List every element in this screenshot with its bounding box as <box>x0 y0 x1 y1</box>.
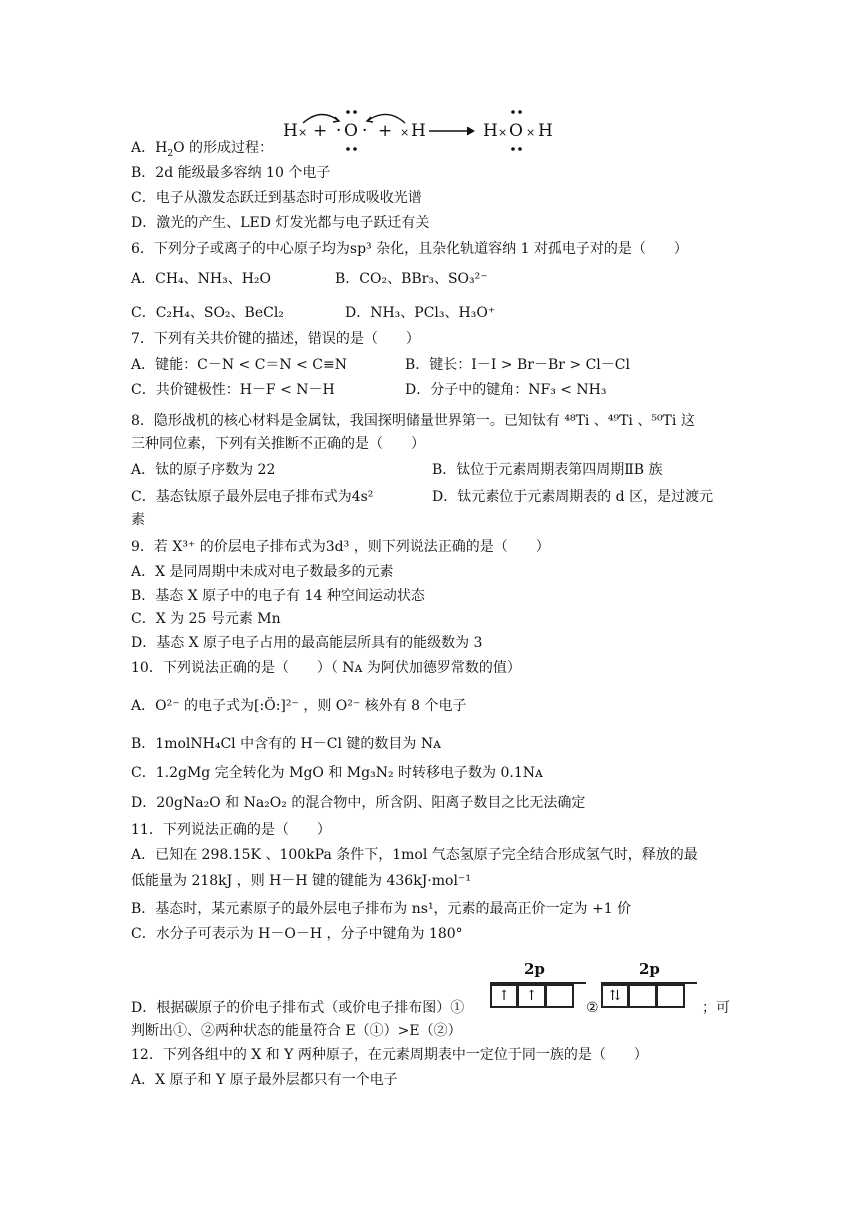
q11-option-c: C．水分子可表示为 H－O－H ，分子中键角为 180° <box>131 926 463 942</box>
q12-stem: 12．下列各组中的 X 和 Y 两种原子，在元素周期表中一定位于同一族的是（ ） <box>131 1047 648 1063</box>
q5-option-a: A．$H_2O$ 的形成过程： <box>131 140 273 159</box>
q10-stem: 10．下列说法正确的是（ ）（ Nᴀ 为阿伏加德罗常数的值） <box>131 660 521 676</box>
svg-text:H: H <box>538 121 553 141</box>
q11-option-d-line2: 判断出①、②两种状态的能量符合 E（①）>E（②） <box>131 1023 462 1039</box>
lewis-equation <box>283 105 563 159</box>
q6-option-a: A．CH₄、NH₃、H₂O <box>131 271 272 287</box>
q5-option-d: D．激光的产生、LED 灯发光都与电子跃迁有关 <box>131 215 430 231</box>
orbital-label: 2p <box>524 960 545 978</box>
q8-option-a: A．钛的原子序数为 22 <box>131 462 276 478</box>
q9-option-c: C．X 为 25 号元素 Mn <box>131 611 281 627</box>
q11-option-d-line1: D．根据碳原子的价电子排布式（或价电子排布图）① <box>131 1000 465 1016</box>
svg-text:×: × <box>498 126 508 139</box>
q10-option-d: D．20gNa₂O 和 Na₂O₂ 的混合物中，所含阴、阳离子数目之比无法确定 <box>131 795 586 811</box>
svg-text:×: × <box>526 126 536 139</box>
q6-option-d: D．NH₃、PCl₃、H₃O⁺ <box>345 305 496 321</box>
svg-text:+: + <box>313 121 328 141</box>
q8-option-d: D．钛元素位于元素周期表的 d 区，是过渡元 <box>432 489 714 505</box>
q8-option-c: C．基态钛原子最外层电子排布式为4s² <box>131 489 374 505</box>
orbital-diagram-1 <box>490 960 586 1016</box>
orbital-box <box>629 984 657 1008</box>
q8-stem-line1: 8．隐形战机的核心材料是金属钛，我国探明储量世界第一。已知钛有 ⁴⁸Ti 、⁴⁹Ti 、⁵⁰Ti 这 <box>131 413 695 429</box>
q9-option-a: A．X 是同周期中未成对电子数最多的元素 <box>131 564 394 580</box>
q7-option-c: C．共价键极性：H－F < N－H <box>131 382 335 398</box>
svg-text:O: O <box>344 121 358 141</box>
svg-text:O: O <box>509 121 523 141</box>
orbital-label: 2p <box>639 960 660 978</box>
svg-text:H: H <box>411 121 426 141</box>
q12-option-a: A．X 原子和 Y 原子最外层都只有一个电子 <box>131 1072 398 1088</box>
q6-stem: 6．下列分子或离子的中心原子均为sp³ 杂化，且杂化轨道容纳 1 对孤电子对的是（ ） <box>131 241 688 257</box>
svg-text:H: H <box>483 121 498 141</box>
q9-option-d: D．基态 X 原子电子占用的最高能层所具有的能级数为 3 <box>131 635 483 651</box>
orbital-box <box>546 984 574 1008</box>
orbital-box: ↑ <box>518 984 546 1008</box>
q9-stem: 9．若 X³⁺ 的价层电子排布式为3d³ ，则下列说法正确的是（ ） <box>131 539 550 555</box>
q6-option-b: B．CO₂、BBr₃、SO₃²⁻ <box>335 271 488 287</box>
q11-option-d-end: ；可 <box>702 1000 730 1016</box>
q7-option-a: A．键能：C－N < C＝N < C≡N <box>131 357 347 373</box>
svg-text:×: × <box>298 126 308 139</box>
q11-option-a-line2: 低能量为 218kJ ，则 H－H 键的键能为 436kJ·mol⁻¹ <box>131 873 471 889</box>
svg-text:H: H <box>283 121 298 141</box>
svg-text:·: · <box>362 121 368 141</box>
orbital-box <box>657 984 685 1008</box>
q8-stem-line2: 三种同位素，下列有关推断不正确的是（ ） <box>131 436 425 452</box>
q10-option-b: B．1molNH₄Cl 中含有的 H－Cl 键的数目为 Nᴀ <box>131 736 441 752</box>
q7-option-d: D．分子中的键角：NF₃ < NH₃ <box>405 382 607 398</box>
orbital-box: ⇅ <box>601 984 629 1008</box>
q6-option-c: C．C₂H₄、SO₂、BeCl₂ <box>131 305 284 321</box>
q11-option-b: B．基态时，某元素原子的最外层电子排布为 ns¹，元素的最高正价一定为 +1 价 <box>131 901 632 917</box>
q5-option-c: C．电子从激发态跃迁到基态时可形成吸收光谱 <box>131 190 422 206</box>
q8-option-d-cont: 素 <box>131 512 145 528</box>
q5-option-b: B．2d 能级最多容纳 10 个电子 <box>131 165 331 181</box>
q10-option-a: A．O²⁻ 的电子式为[:Ö:]²⁻ ，则 O²⁻ 核外有 8 个电子 <box>131 698 467 714</box>
q7-stem: 7．下列有关共价键的描述，错误的是（ ） <box>131 331 420 347</box>
svg-text:×: × <box>400 126 410 139</box>
svg-text:+: + <box>378 121 393 141</box>
svg-text:·: · <box>336 121 342 141</box>
orbital-box: ↑ <box>490 984 518 1008</box>
q11-option-a-line1: A．已知在 298.15K 、100kPa 条件下，1mol 气态氢原子完全结合形成氢气时，释放的最 <box>131 847 698 863</box>
orbital-diagram-2 <box>601 960 697 1016</box>
q8-option-b: B．钛位于元素周期表第四周期ⅡB 族 <box>432 462 663 478</box>
q11-stem: 11．下列说法正确的是（ ） <box>131 822 331 838</box>
q10-option-c: C．1.2gMg 完全转化为 MgO 和 Mg₃N₂ 时转移电子数为 0.1Nᴀ <box>131 765 543 781</box>
q11-option-d-mid: ② <box>586 1000 599 1016</box>
q9-option-b: B．基态 X 原子中的电子有 14 种空间运动状态 <box>131 588 425 604</box>
q7-option-b: B．键长：I－I > Br－Br > Cl－Cl <box>405 357 630 373</box>
